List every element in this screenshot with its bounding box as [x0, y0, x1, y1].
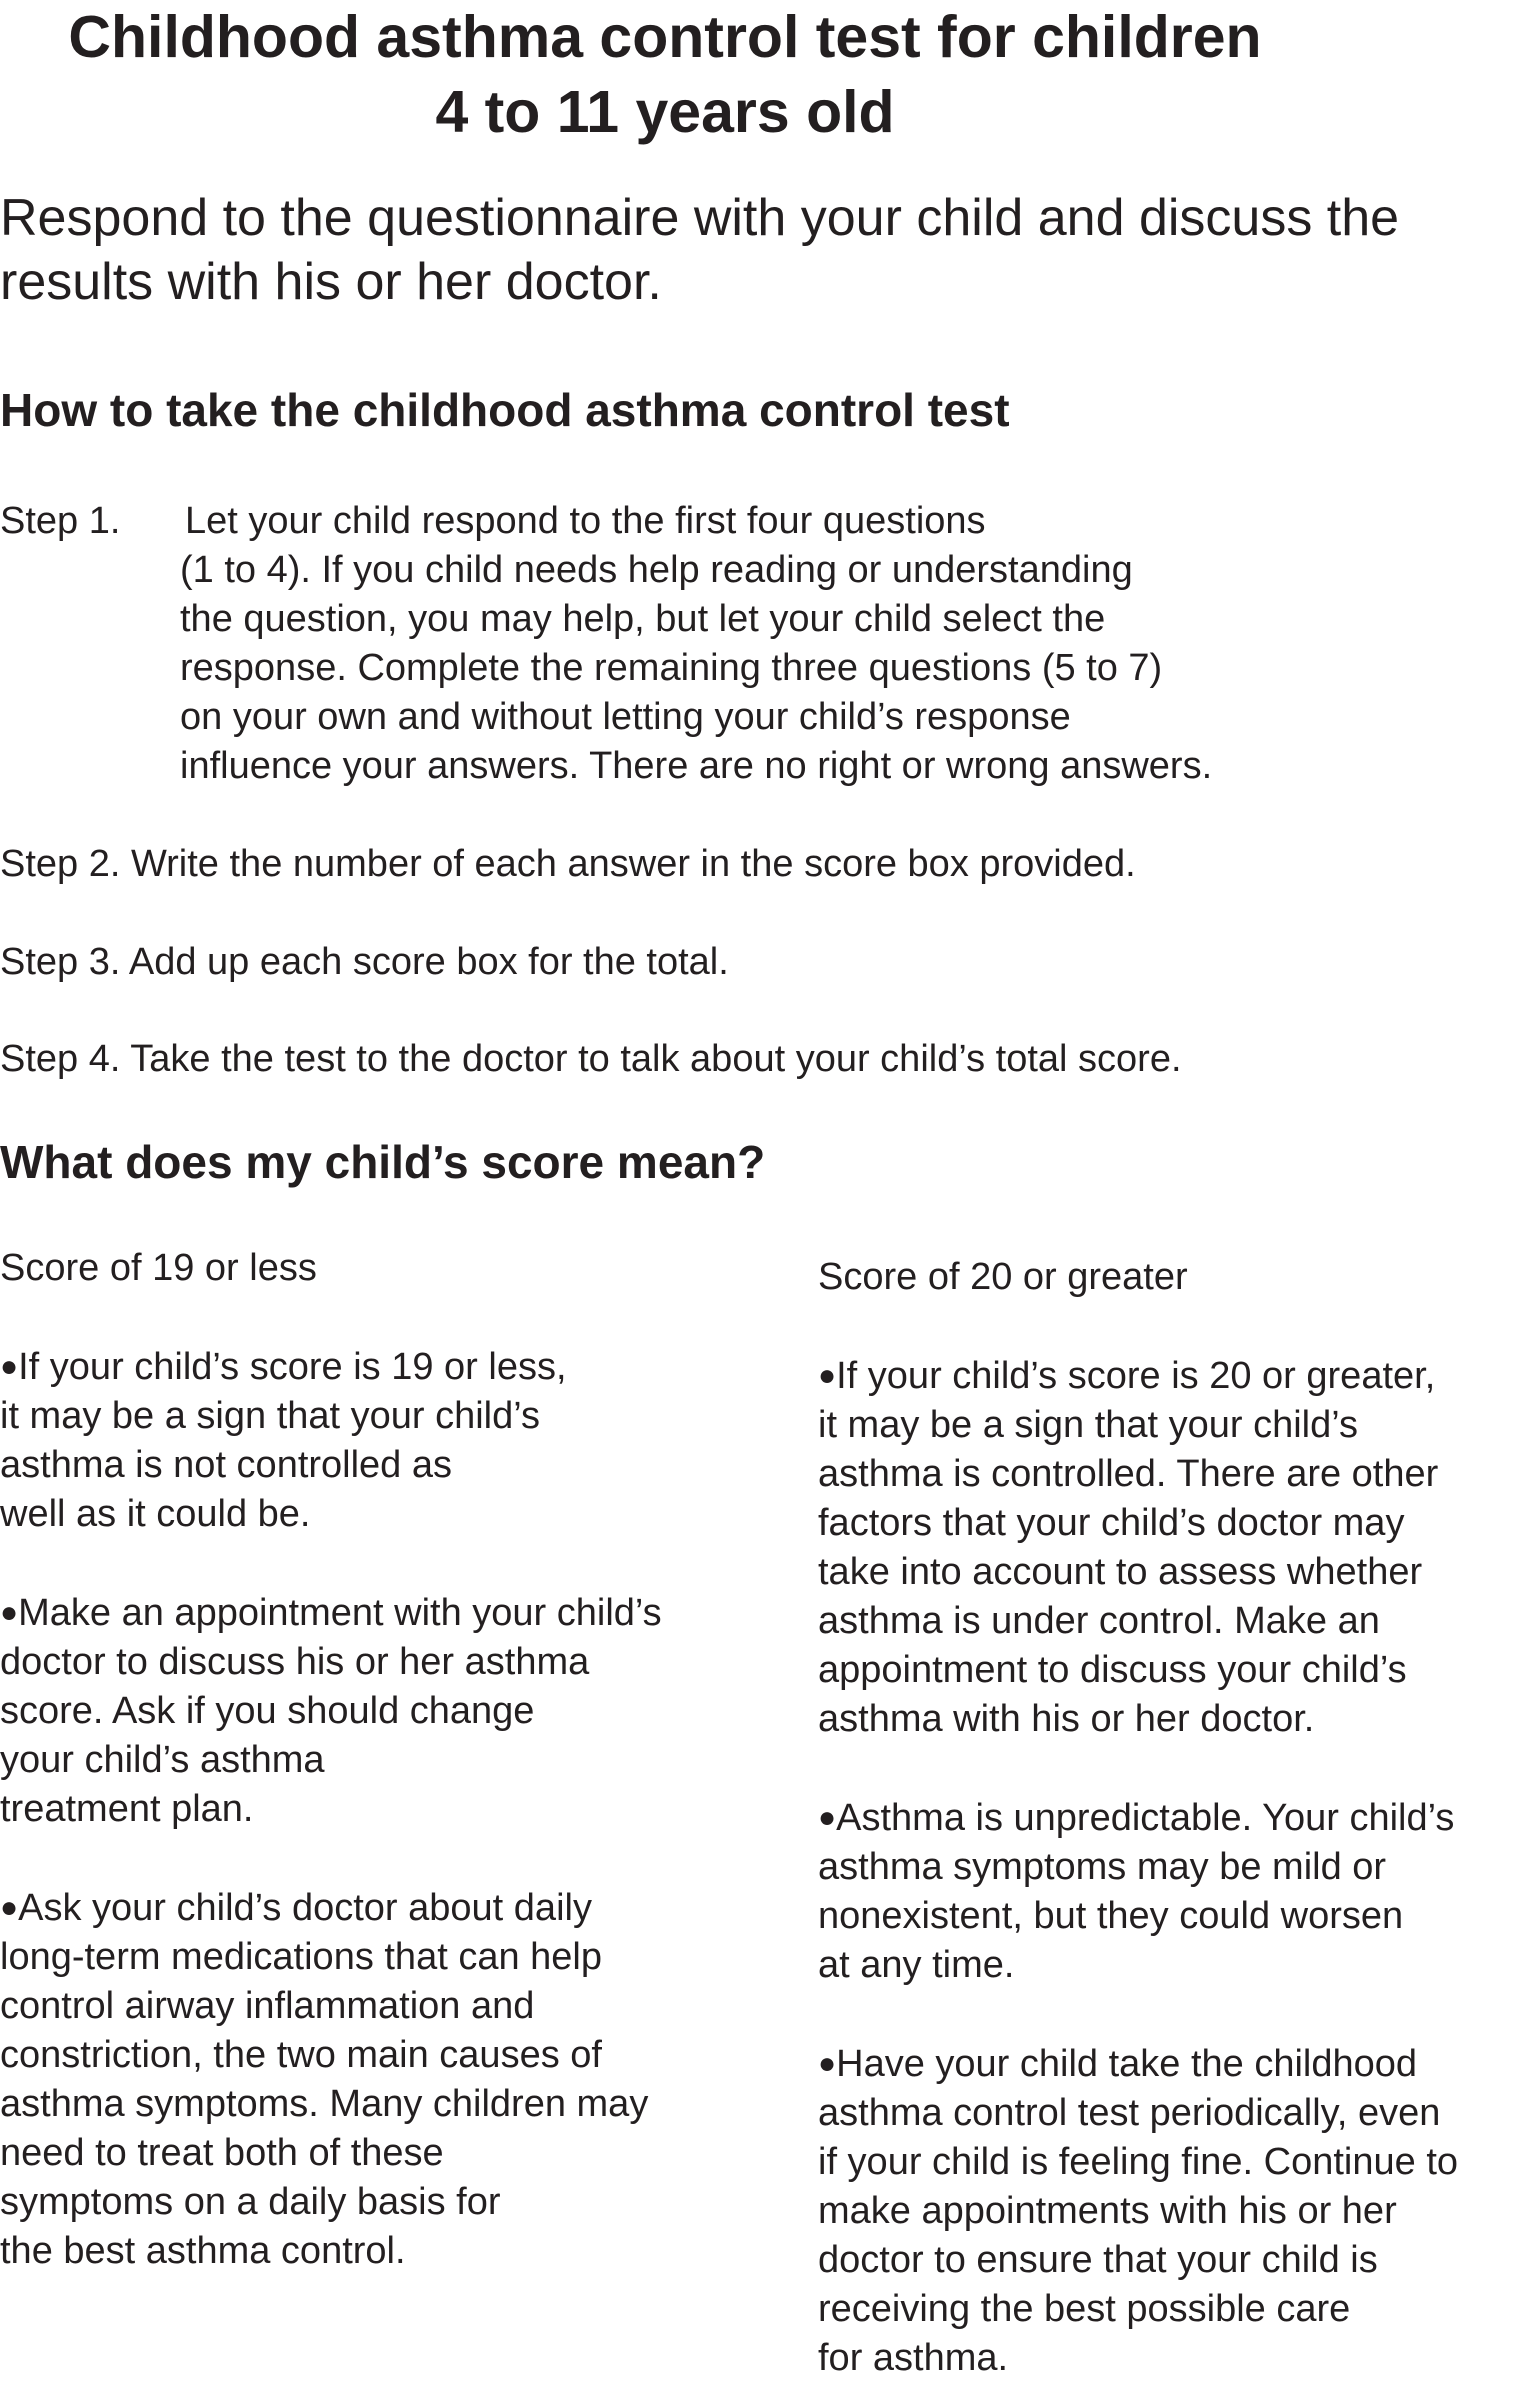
bullet-line: well as it could be.	[0, 1493, 311, 1535]
bullet-line: it may be a sign that your child’s	[818, 1404, 1359, 1446]
bullet-line: for asthma.	[818, 2337, 1009, 2379]
bullet-line: it may be a sign that your child’s	[0, 1395, 541, 1437]
bullet-line: score. Ask if you should change	[0, 1690, 535, 1732]
bullet-line: make appointments with his or her	[818, 2190, 1397, 2232]
bullet-dot-icon: ●	[818, 1359, 837, 1392]
how-to-heading: How to take the childhood asthma control test	[0, 384, 1010, 436]
step-1-line: the question, you may help, but let your child select the	[180, 598, 1106, 640]
bullet-line: asthma with his or her doctor.	[818, 1698, 1315, 1740]
bullet-line: ●Ask your child’s doctor about daily	[0, 1887, 592, 1929]
bullet-line: asthma control test periodically, even	[818, 2092, 1441, 2134]
bullet-line: appointment to discuss your child’s	[818, 1649, 1407, 1691]
bullet-line: the best asthma control.	[0, 2230, 406, 2272]
title-line-2: 4 to 11 years old	[435, 79, 895, 145]
bullet-line: constriction, the two main causes of	[0, 2034, 602, 2076]
step-1-line: Let your child respond to the first four questions	[185, 500, 986, 542]
low-score-heading: Score of 19 or less	[0, 1247, 317, 1289]
bullet-line: asthma is controlled. There are other	[818, 1453, 1439, 1495]
step-1-line: response. Complete the remaining three questions (5 to 7)	[180, 647, 1163, 689]
low-score-bullet	[0, 1883, 760, 2276]
step-2-text: Step 2. Write the number of each answer in the score box provided.	[0, 843, 1136, 885]
bullet-line: long-term medications that can help	[0, 1936, 602, 1978]
step-4-text: Step 4. Take the test to the doctor to talk about your child’s total score.	[0, 1038, 1182, 1080]
bullet-line: factors that your child’s doctor may	[818, 1502, 1405, 1544]
bullet-line: ●Asthma is unpredictable. Your child’s	[818, 1797, 1455, 1839]
low-score-bullet	[0, 1588, 760, 1834]
high-score-bullet	[818, 2039, 1515, 2383]
bullet-line: your child’s asthma	[0, 1739, 325, 1781]
bullet-line: control airway inflammation and	[0, 1985, 535, 2027]
bullet-line: take into account to assess whether	[818, 1551, 1423, 1593]
low-score-bullet	[0, 1342, 760, 1539]
bullet-line: asthma is not controlled as	[0, 1444, 453, 1486]
high-score-heading: Score of 20 or greater	[818, 1256, 1188, 1298]
bullet-line: if your child is feeling fine. Continue to	[818, 2141, 1459, 2183]
bullet-line: asthma is under control. Make an	[818, 1600, 1380, 1642]
step-1-line: on your own and without letting your child’s response	[180, 696, 1071, 738]
low-score-column	[0, 1244, 760, 2276]
page-title	[0, 0, 1330, 150]
score-heading: What does my child’s score mean?	[0, 1136, 766, 1188]
bullet-line: nonexistent, but they could worsen	[818, 1895, 1404, 1937]
title-line-1: Childhood asthma control test for children	[68, 4, 1262, 70]
bullet-dot-icon: ●	[0, 1596, 19, 1629]
high-score-bullet	[818, 1793, 1515, 1990]
bullet-line: ●Make an appointment with your child’s	[0, 1592, 662, 1634]
bullet-line: doctor to ensure that your child is	[818, 2239, 1378, 2281]
high-score-bullet	[818, 1351, 1515, 1744]
intro-text: Respond to the questionnaire with your child and discuss the results with his or her doctor.	[0, 189, 1400, 311]
bullet-dot-icon: ●	[818, 2047, 837, 2080]
bullet-line: receiving the best possible care	[818, 2288, 1351, 2330]
bullet-line: doctor to discuss his or her asthma	[0, 1641, 590, 1683]
step-1-text	[180, 497, 1340, 791]
bullet-line: ●If your child’s score is 19 or less,	[0, 1346, 567, 1388]
step-1-label: Step 1.	[0, 500, 121, 542]
step-1-line: influence your answers. There are no right or wrong answers.	[180, 745, 1213, 787]
step-1-line: (1 to 4). If you child needs help reading or understanding	[180, 549, 1133, 591]
high-score-column	[818, 1253, 1515, 2383]
bullet-line: at any time.	[818, 1944, 1015, 1986]
bullet-line: ●If your child’s score is 20 or greater,	[818, 1355, 1436, 1397]
bullet-line: asthma symptoms. Many children may	[0, 2083, 649, 2125]
bullet-dot-icon: ●	[0, 1350, 19, 1383]
bullet-line: symptoms on a daily basis for	[0, 2181, 501, 2223]
bullet-dot-icon: ●	[818, 1801, 837, 1834]
bullet-dot-icon: ●	[0, 1891, 19, 1924]
bullet-line: ●Have your child take the childhood	[818, 2043, 1418, 2085]
bullet-line: need to treat both of these	[0, 2132, 444, 2174]
bullet-line: asthma symptoms may be mild or	[818, 1846, 1387, 1888]
step-3-text: Step 3. Add up each score box for the total.	[0, 941, 729, 983]
bullet-line: treatment plan.	[0, 1788, 254, 1830]
